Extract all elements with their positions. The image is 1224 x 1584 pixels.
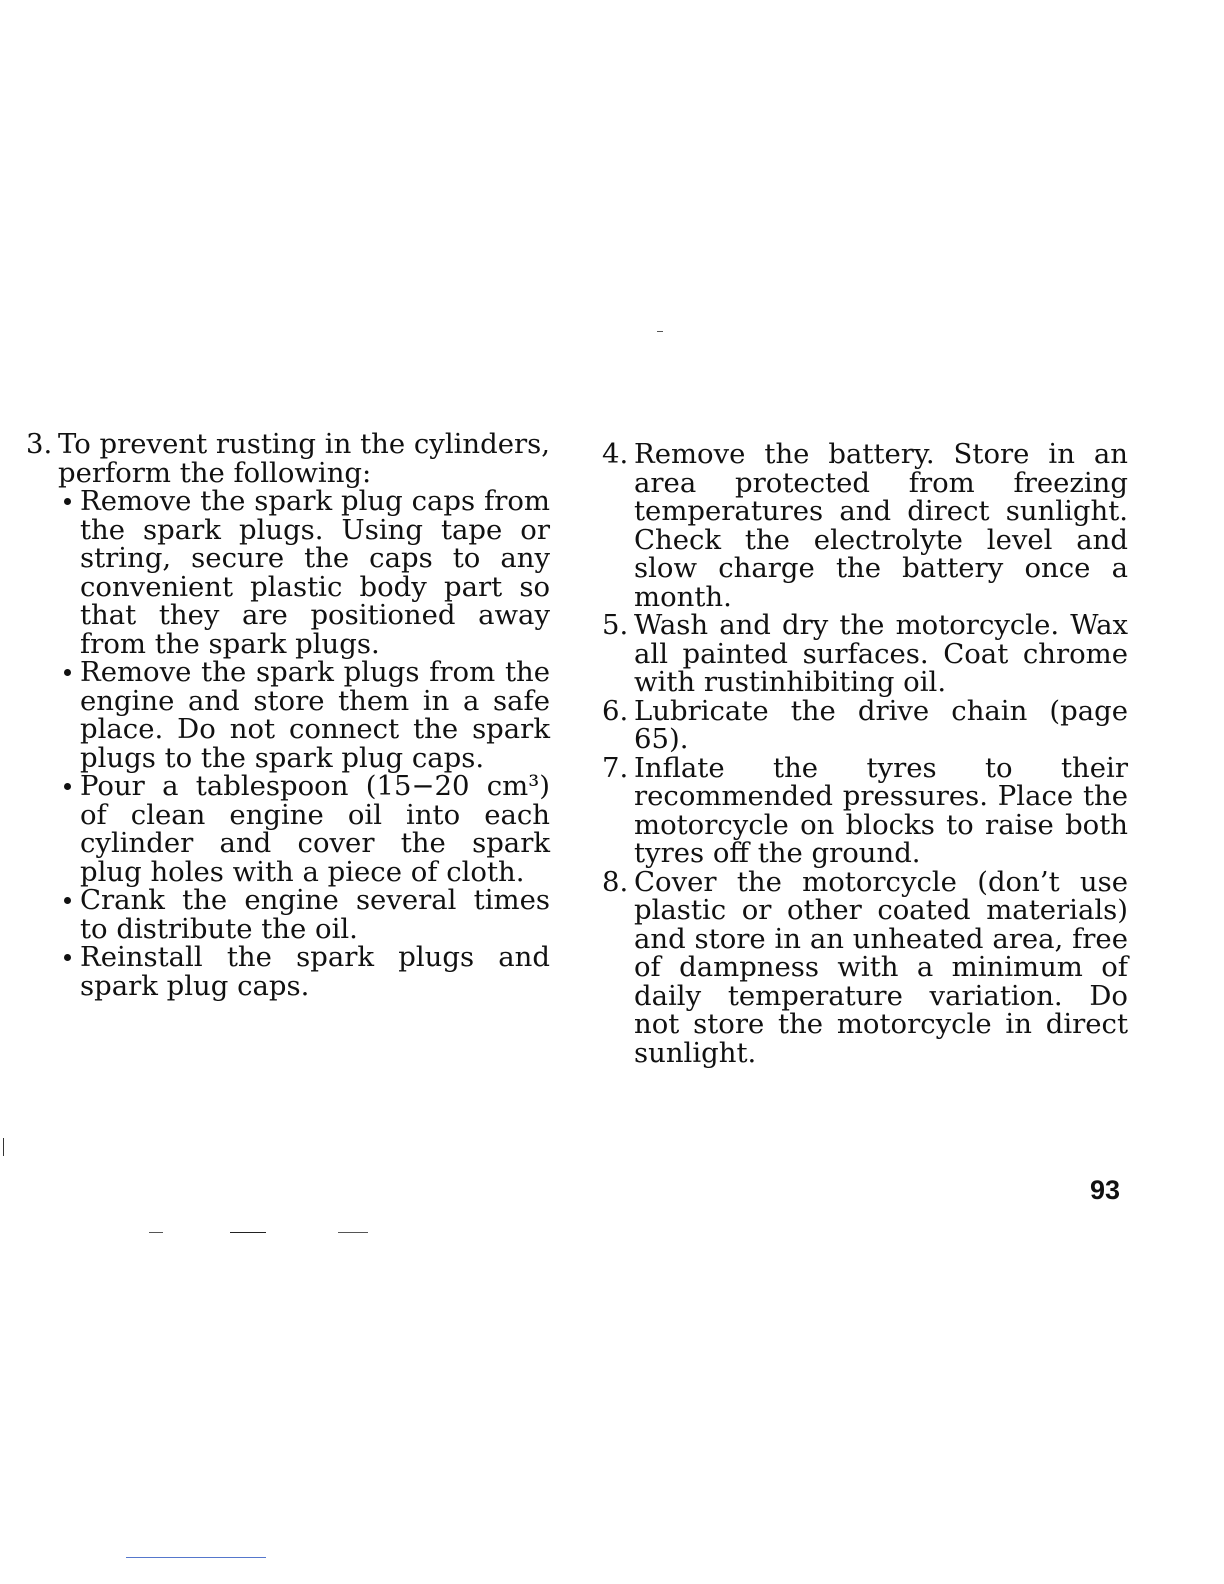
item-number: 8.: [602, 865, 629, 898]
scan-mark: [3, 1138, 4, 1156]
item-text: Wash and dry the motorcycle. Wax all painted surfaces. Coat chrome with rustinhibiting oil.: [634, 609, 1128, 698]
item-number: 4.: [602, 438, 629, 470]
item-text: To prevent rusting in the cylinders, perform the following:: [58, 428, 550, 489]
list-item-4: [602, 440, 1128, 611]
bullet-item: [58, 772, 550, 886]
scan-mark: [657, 331, 663, 332]
scan-mark: [149, 1232, 163, 1233]
item-text: Inflate the tyres to their recommended pressures. Place the motorcycle on blocks to raise both tyres off the ground.: [634, 751, 1128, 869]
item-text: Cover the motorcycle (don’t use plastic or other coated materials) and store in an unheated area, free of dampness with a minimum of daily temperature variation. Do not store the motorcycle in direct sunlight.: [634, 865, 1128, 1069]
bullet-icon: [64, 669, 71, 676]
bullet-text: Pour a tablespoon (15−20 cm³) of clean engine oil into each cylinder and cover the spark plug holes with a piece of cloth.: [80, 770, 550, 888]
bullet-text: Reinstall the spark plugs and spark plug caps.: [80, 941, 550, 1002]
bullet-item: [58, 658, 550, 772]
scan-mark: [338, 1232, 368, 1233]
bullet-text: Crank the engine several times to distribute the oil.: [80, 884, 550, 945]
scan-mark: [126, 1557, 266, 1558]
scan-mark: [230, 1232, 266, 1233]
item-number: 7.: [602, 751, 629, 784]
page-number: 93: [1090, 1175, 1121, 1205]
item-text: Remove the battery. Store in an area protected from freezing temperatures and direct sunlight. Check the electrolyte level and slow charge the battery once a month.: [634, 438, 1128, 613]
bullet-icon: [64, 498, 71, 505]
bullet-item: [58, 943, 550, 1000]
bullet-list: [58, 487, 550, 1000]
list-item-6: [602, 694, 1128, 755]
list-item-5: [602, 611, 1128, 697]
bullet-text: Remove the spark plugs from the engine and store them in a safe place. Do not connect the spark plugs to the spark plug caps.: [80, 656, 550, 774]
item-text: Lubricate the drive chain (page 65).: [634, 694, 1128, 755]
list-item-3: [26, 430, 550, 1000]
bullet-item: [58, 487, 550, 658]
bullet-icon: [64, 954, 71, 961]
item-number: 5.: [602, 609, 629, 641]
bullet-text: Remove the spark plug caps from the spark plugs. Using tape or string, secure the caps to any convenient plastic body part so that they are positioned away from the spark plugs.: [80, 485, 550, 660]
right-column: [602, 440, 1128, 1067]
item-number: 6.: [602, 694, 629, 727]
left-column: [26, 430, 550, 1000]
bullet-icon: [64, 783, 71, 790]
bullet-icon: [64, 897, 71, 904]
list-item-7: [602, 751, 1128, 869]
bullet-item: [58, 886, 550, 943]
list-item-8: [602, 865, 1128, 1069]
item-number: 3.: [26, 428, 53, 460]
